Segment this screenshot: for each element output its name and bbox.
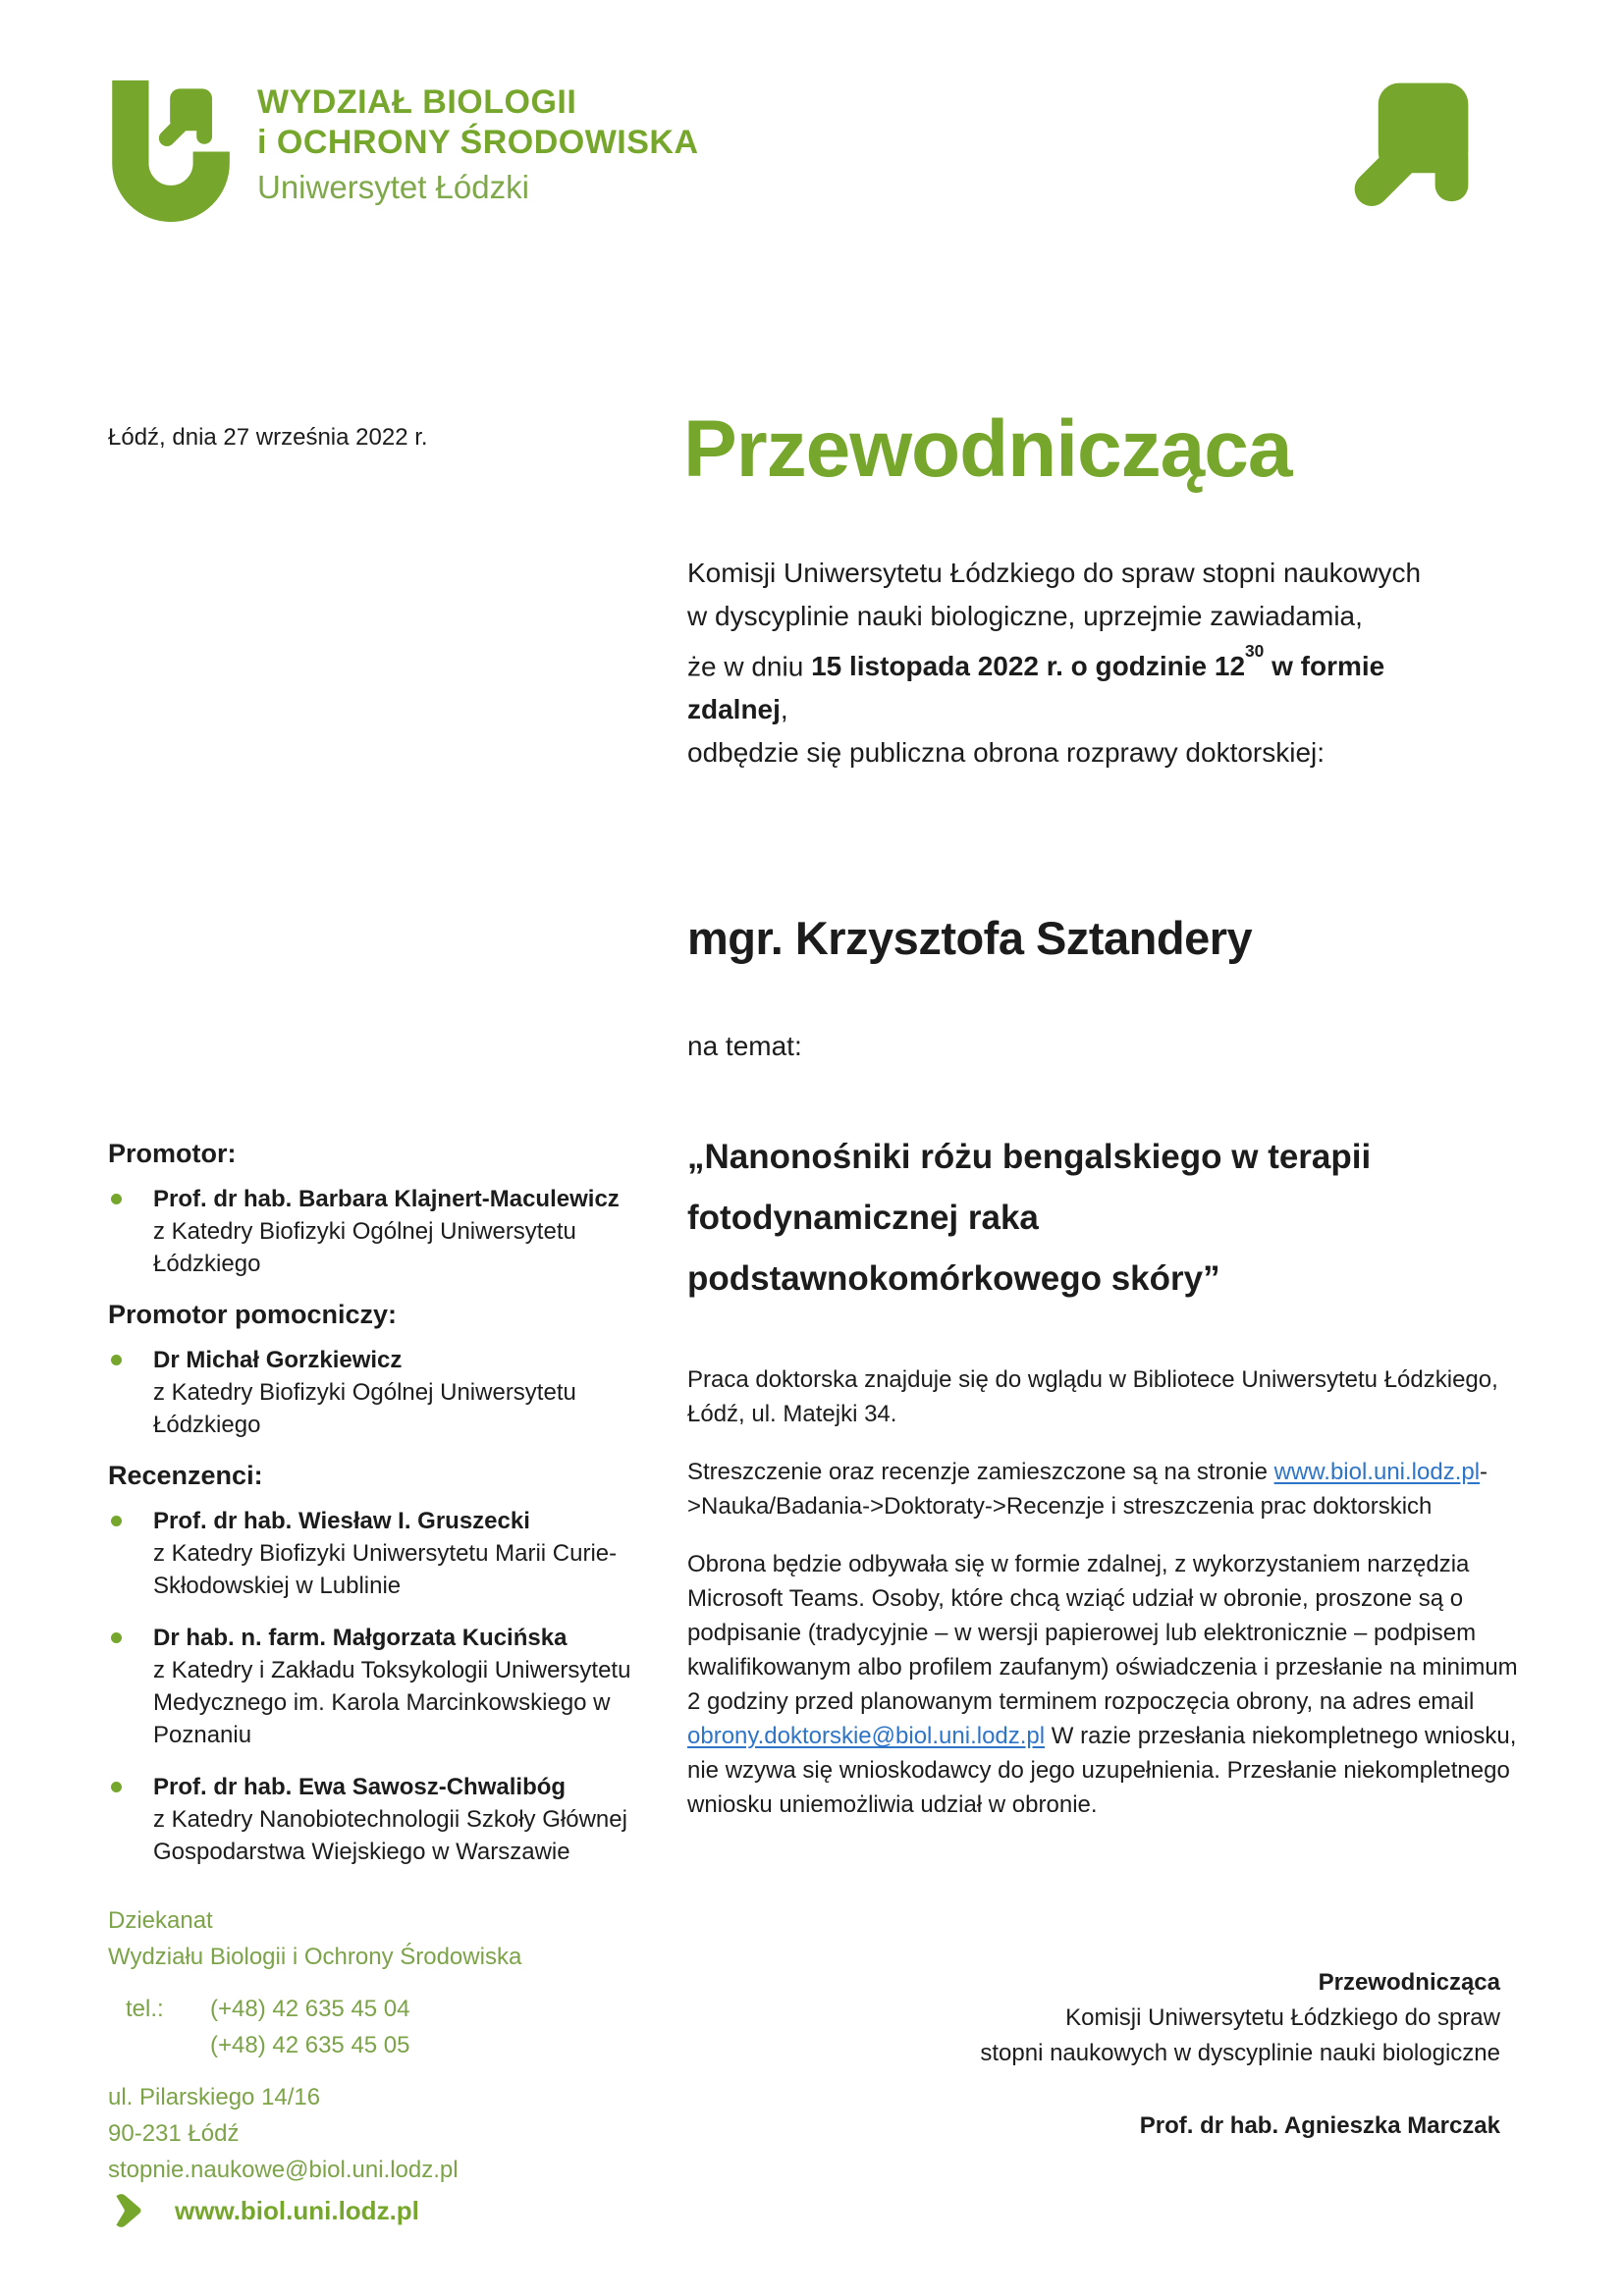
person-name: Dr Michał Gorzkiewicz [153, 1347, 403, 1373]
intro-line-2: w dyscyplinie nauki biologiczne, uprzejmie zawiadamia, [687, 601, 1363, 631]
person-name: Prof. dr hab. Wiesław I. Gruszecki [153, 1508, 530, 1534]
person-affiliation: z Katedry Biofizyki Ogólnej Uniwersytetu Łódzkiego [153, 1379, 576, 1438]
intro-line-4-tail: , [780, 694, 788, 725]
right-arrow-icon [110, 2191, 145, 2230]
dziekanat-contact [108, 1902, 521, 2188]
bullet-icon [111, 1194, 122, 1204]
signature-title: Przewodnicząca [1318, 1969, 1500, 1996]
website-link[interactable]: www.biol.uni.lodz.pl [1273, 1459, 1481, 1485]
corner-arrow-icon [1345, 74, 1478, 206]
dziekanat-label: Dziekanat [108, 1907, 213, 1934]
phone-number-1: (+48) 42 635 45 04 [210, 1996, 410, 2022]
address-street: ul. Pilarskiego 14/16 [108, 2084, 321, 2110]
intro-line-3-bold [811, 641, 1385, 682]
committee-column [108, 1139, 682, 1888]
reviews-dash: - [1480, 1459, 1488, 1485]
email-link[interactable]: obrony.doktorskie@biol.uni.lodz.pl [687, 1723, 1046, 1749]
info-column [687, 1362, 1520, 1845]
intro-line-3-bold-tail: w formie [1264, 651, 1385, 682]
faculty-logo [110, 77, 699, 226]
reviews-path: >Nauka/Badania->Doktoraty->Recenzje i streszczenia prac doktorskich [687, 1493, 1433, 1520]
bullet-icon [111, 1516, 122, 1526]
phone-block [108, 1991, 521, 2063]
person-affiliation: z Katedry Nanobiotechnologii Szkoły Głównej Gospodarstwa Wiejskiego w Warszawie [153, 1806, 627, 1865]
subject-label: na temat: [687, 1031, 802, 1061]
person-name: Prof. dr hab. Barbara Klajnert-Maculewicz [153, 1186, 620, 1212]
phone-number-2: (+48) 42 635 45 05 [210, 2032, 410, 2058]
person-affiliation: z Katedry Biofizyki Uniwersytetu Marii Curie-Skłodowskiej w Lublinie [153, 1540, 618, 1599]
defense-text-tail: W razie przesłania niekompletnego wniosku, nie wzywa się wnioskodawcy do jego uzupełnienia. Przesłanie niekompletnego wniosku uniemożliwia udział w obronie. [687, 1723, 1517, 1818]
thesis-title-line3: podstawnokomórkowego skóry” [687, 1259, 1220, 1298]
phone-label: tel.: [126, 1996, 164, 2022]
intro-date-time: 15 listopada 2022 r. o godzinie 12 [811, 651, 1246, 682]
list-item-promotor-pomocniczy [108, 1344, 682, 1441]
intro-line-1: Komisji Uniwersytetu Łódzkiego do spraw stopni naukowych [687, 558, 1422, 588]
intro-line-3-prefix: że w dniu [687, 651, 812, 682]
thesis-title-line2: fotodynamicznej raka [687, 1199, 1039, 1237]
list-item-recenzent [108, 1771, 682, 1868]
candidate-name: mgr. Krzysztofa Sztandery [687, 912, 1253, 964]
dziekanat-faculty: Wydziału Biologii i Ochrony Środowiska [108, 1944, 522, 1970]
address-block [108, 2079, 521, 2188]
faculty-name-line2: i OCHRONY ŚRODOWISKA [257, 124, 699, 161]
reviews-text: Streszczenie oraz recenzje zamieszczone są na stronie [687, 1459, 1274, 1485]
intro-paragraph [687, 552, 1551, 774]
defense-text: Obrona będzie odbywała się w formie zdalnej, z wykorzystaniem narzędzia Microsoft Teams. Osoby, które chcą wziąć udział w obronie, proszone są o podpisanie (tradycyjnie – w wersji papierowej lub elektronicznie – podpisem kwalifikowanym albo profilem zaufanym) oświadczenia i przesłanie na minimum 2 godziny przed planowanym terminem rozpoczęcia obrony, na adres email [687, 1551, 1518, 1715]
signature-line2: stopni naukowych w dyscyplinie nauki biologiczne [980, 2040, 1500, 2066]
faculty-name-line1: WYDZIAŁ BIOLOGII [257, 83, 577, 121]
faculty-name [257, 77, 699, 207]
intro-line-3 [687, 638, 1551, 688]
person-name: Dr hab. n. farm. Małgorzata Kucińska [153, 1625, 568, 1651]
contact-email: stopnie.naukowe@biol.uni.lodz.pl [108, 2157, 459, 2183]
bullet-icon [111, 1782, 122, 1792]
list-item-promotor [108, 1183, 682, 1280]
promotor-pomocniczy-heading: Promotor pomocniczy: [108, 1300, 398, 1329]
university-logo-icon [110, 77, 236, 226]
intro-time-superscript: 30 [1245, 641, 1265, 662]
promotor-heading: Promotor: [108, 1139, 237, 1168]
intro-line-4 [687, 688, 1551, 731]
thesis-title [687, 1127, 1551, 1309]
intro-line-5: odbędzie się publiczna obrona rozprawy doktorskiej: [687, 737, 1325, 769]
person-affiliation: z Katedry i Zakładu Toksykologii Uniwersytetu Medycznego im. Karola Marcinkowskiego w Poznaniu [153, 1657, 631, 1748]
bullet-icon [111, 1355, 122, 1365]
signature-line1: Komisji Uniwersytetu Łódzkiego do spraw [1065, 2004, 1500, 2031]
reviews-paragraph [687, 1455, 1520, 1523]
footer-website-link[interactable]: www.biol.uni.lodz.pl [175, 2195, 419, 2225]
date-line: Łódź, dnia 27 września 2022 r. [108, 424, 428, 451]
person-name: Prof. dr hab. Ewa Sawosz-Chwalibóg [153, 1774, 567, 1800]
defense-paragraph [687, 1547, 1520, 1822]
signature-block [980, 1965, 1500, 2144]
list-item-recenzent [108, 1505, 682, 1602]
address-city: 90-231 Łódź [108, 2120, 240, 2147]
recenzenci-heading: Recenzenci: [108, 1461, 263, 1490]
bullet-icon [111, 1632, 122, 1643]
intro-line-4-bold: zdalnej [687, 694, 781, 725]
person-affiliation: z Katedry Biofizyki Ogólnej Uniwersytetu Łódzkiego [153, 1218, 576, 1277]
university-name: Uniwersytet Łódzki [257, 169, 529, 205]
thesis-title-line1: „Nanonośniki różu bengalskiego w terapii [687, 1138, 1372, 1176]
footer-website-row [110, 2191, 419, 2230]
signature-name: Prof. dr hab. Agnieszka Marczak [1139, 2112, 1500, 2139]
page-title: Przewodnicząca [683, 404, 1292, 494]
library-paragraph: Praca doktorska znajduje się do wglądu w Bibliotece Uniwersytetu Łódzkiego, Łódź, ul. Matejki 34. [687, 1366, 1498, 1427]
list-item-recenzent [108, 1622, 682, 1751]
